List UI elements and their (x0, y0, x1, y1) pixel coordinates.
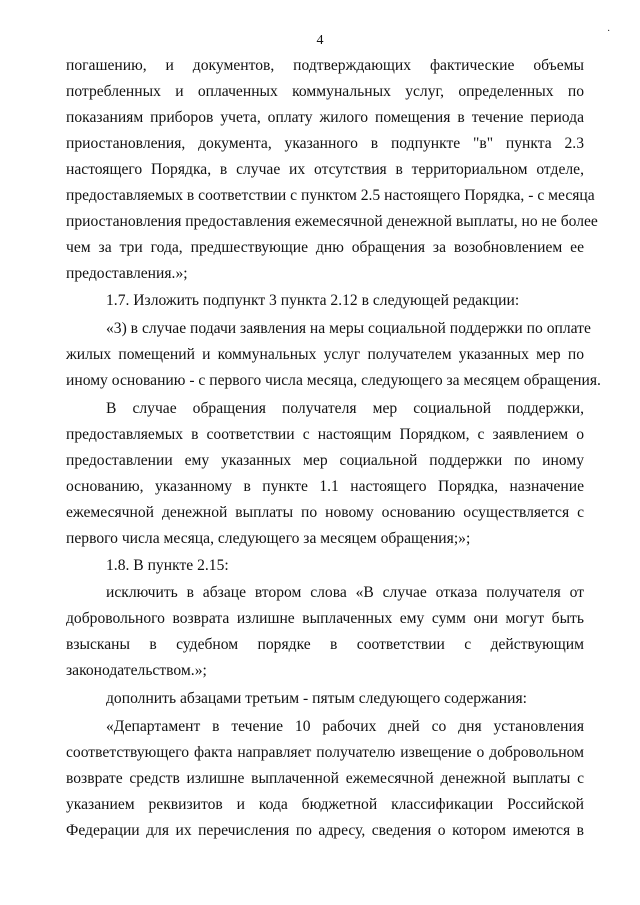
text-line: предоставляемых в соответствии с настоящим Порядком, с заявлением о (66, 426, 584, 443)
text-line: ежемесячной денежной выплаты по новому основанию осуществляется с (66, 504, 584, 521)
text-line: добровольного возврата излишне выплаченных ему сумм они могут быть (66, 610, 584, 627)
corner-mark: . (607, 22, 610, 34)
paragraph-first-line: 1.7. Изложить подпункт 3 пункта 2.12 в следующей редакции: (106, 292, 520, 309)
text-line: возврате средств излишне выплаченной ежемесячной денежной выплаты с (66, 770, 584, 787)
text-line: приостановления предоставления ежемесячной денежной выплаты, но не более (66, 213, 598, 230)
paragraph-first-line: В случае обращения получателя мер социальной поддержки, (106, 400, 584, 417)
text-line: предоставления.»; (66, 265, 188, 282)
text-line: иному основанию - с первого числа месяца, следующего за месяцем обращения. (66, 372, 601, 389)
page-number: 4 (316, 33, 324, 48)
text-line: предоставляемых в соответствии с пунктом 2.5 настоящего Порядка, - с месяца (66, 187, 595, 204)
paragraph-first-line: «3) в случае подачи заявления на меры социальной поддержки по оплате (106, 320, 591, 337)
text-line: соответствующего факта направляет получателю извещение о добровольном (66, 744, 584, 761)
text-line: погашению, и документов, подтверждающих фактические объемы (66, 57, 584, 74)
paragraph-first-line: дополнить абзацами третьим - пятым следующего содержания: (106, 690, 527, 707)
text-line: чем за три года, предшествующие дню обращения за возобновлением ее (66, 239, 584, 256)
text-line: показаниям приборов учета, оплату жилого помещения в течение периода (66, 109, 584, 126)
paragraph-first-line: 1.8. В пункте 2.15: (106, 557, 229, 574)
text-line: Федерации для их перечисления по адресу, сведения о котором имеются в (66, 822, 584, 839)
paragraph-first-line: «Департамент в течение 10 рабочих дней со дня установления (106, 718, 584, 735)
text-line: приостановления, документа, указанного в подпункте "в" пункта 2.3 (66, 135, 584, 152)
text-line: законодательством.»; (66, 662, 207, 679)
paragraph-first-line: исключить в абзаце втором слова «В случае отказа получателя от (106, 584, 584, 601)
text-line: указанием реквизитов и кода бюджетной классификации Российской (66, 796, 584, 813)
text-line: основанию, указанному в пункте 1.1 настоящего Порядка, назначение (66, 478, 584, 495)
text-line: жилых помещений и коммунальных услуг получателем указанных мер по (66, 346, 584, 363)
text-line: потребленных и оплаченных коммунальных услуг, определенных по (66, 83, 584, 100)
text-line: предоставлении ему указанных мер социальной поддержки по иному (66, 452, 584, 469)
text-line: настоящего Порядка, в случае их отсутствия в территориальном отделе, (66, 161, 584, 178)
text-line: взысканы в судебном порядке в соответствии с действующим (66, 636, 584, 653)
text-line: первого числа месяца, следующего за месяцем обращения;»; (66, 530, 471, 547)
